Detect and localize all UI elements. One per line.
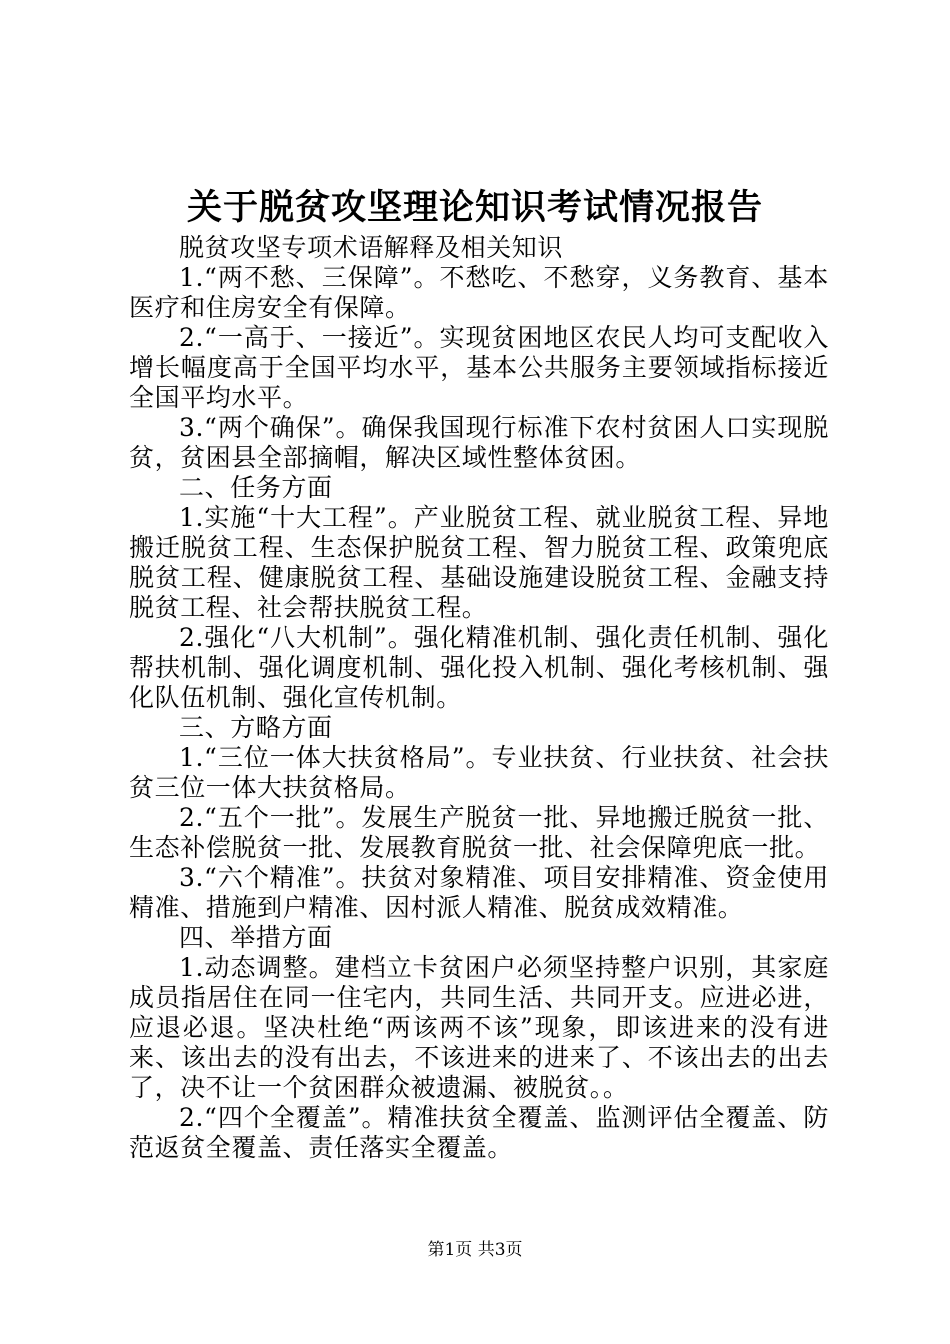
section-heading: 二、任务方面 xyxy=(179,473,333,502)
paragraph: 1.实施“十大工程”。产业脱贫工程、就业脱贫工程、异地搬迁脱贫工程、生态保护脱贫工程、智力脱贫工程、政策兜底脱贫工程、健康脱贫工程、基础设施建设脱贫工程、金融支持脱贫工程、社会帮扶脱贫工程。 xyxy=(129,503,829,622)
section-heading: 三、方略方面 xyxy=(179,713,333,742)
paragraph: 2.“一高于、一接近”。实现贫困地区农民人均可支配收入增长幅度高于全国平均水平，基本公共服务主要领域指标接近全国平均水平。 xyxy=(129,323,829,412)
paragraph: 2.“四个全覆盖”。精准扶贫全覆盖、监测评估全覆盖、防范返贫全覆盖、责任落实全覆盖。 xyxy=(129,1103,829,1162)
document-body xyxy=(129,233,829,1163)
page-number-footer: 第1页 共3页 xyxy=(427,1240,523,1260)
document-title: 关于脱贫攻坚理论知识考试情况报告 xyxy=(186,187,763,228)
paragraph: 3.“两个确保”。确保我国现行标准下农村贫困人口实现脱贫，贫困县全部摘帽，解决区域性整体贫困。 xyxy=(129,413,829,472)
section-heading: 四、举措方面 xyxy=(179,923,333,952)
paragraph: 1.“三位一体大扶贫格局”。专业扶贫、行业扶贫、社会扶贫三位一体大扶贫格局。 xyxy=(129,743,829,802)
paragraph: 1.“两不愁、三保障”。不愁吃、不愁穿，义务教育、基本医疗和住房安全有保障。 xyxy=(129,263,829,322)
paragraph: 2.强化“八大机制”。强化精准机制、强化责任机制、强化帮扶机制、强化调度机制、强化投入机制、强化考核机制、强化队伍机制、强化宣传机制。 xyxy=(129,623,829,712)
paragraph: 3.“六个精准”。扶贫对象精准、项目安排精准、资金使用精准、措施到户精准、因村派人精准、脱贫成效精准。 xyxy=(129,863,829,922)
intro-line: 脱贫攻坚专项术语解释及相关知识 xyxy=(179,233,564,262)
paragraph: 1.动态调整。建档立卡贫困户必须坚持整户识别，其家庭成员指居住在同一住宅内，共同生活、共同开支。应进必进，应退必退。坚决杜绝“两该两不该”现象，即该进来的没有进来、该出去的没有出去，不该进来的进来了、不该出去的出去了，决不让一个贫困群众被遗漏、被脱贫。。 xyxy=(129,953,829,1102)
paragraph: 2.“五个一批”。发展生产脱贫一批、异地搬迁脱贫一批、生态补偿脱贫一批、发展教育脱贫一批、社会保障兜底一批。 xyxy=(129,803,829,862)
